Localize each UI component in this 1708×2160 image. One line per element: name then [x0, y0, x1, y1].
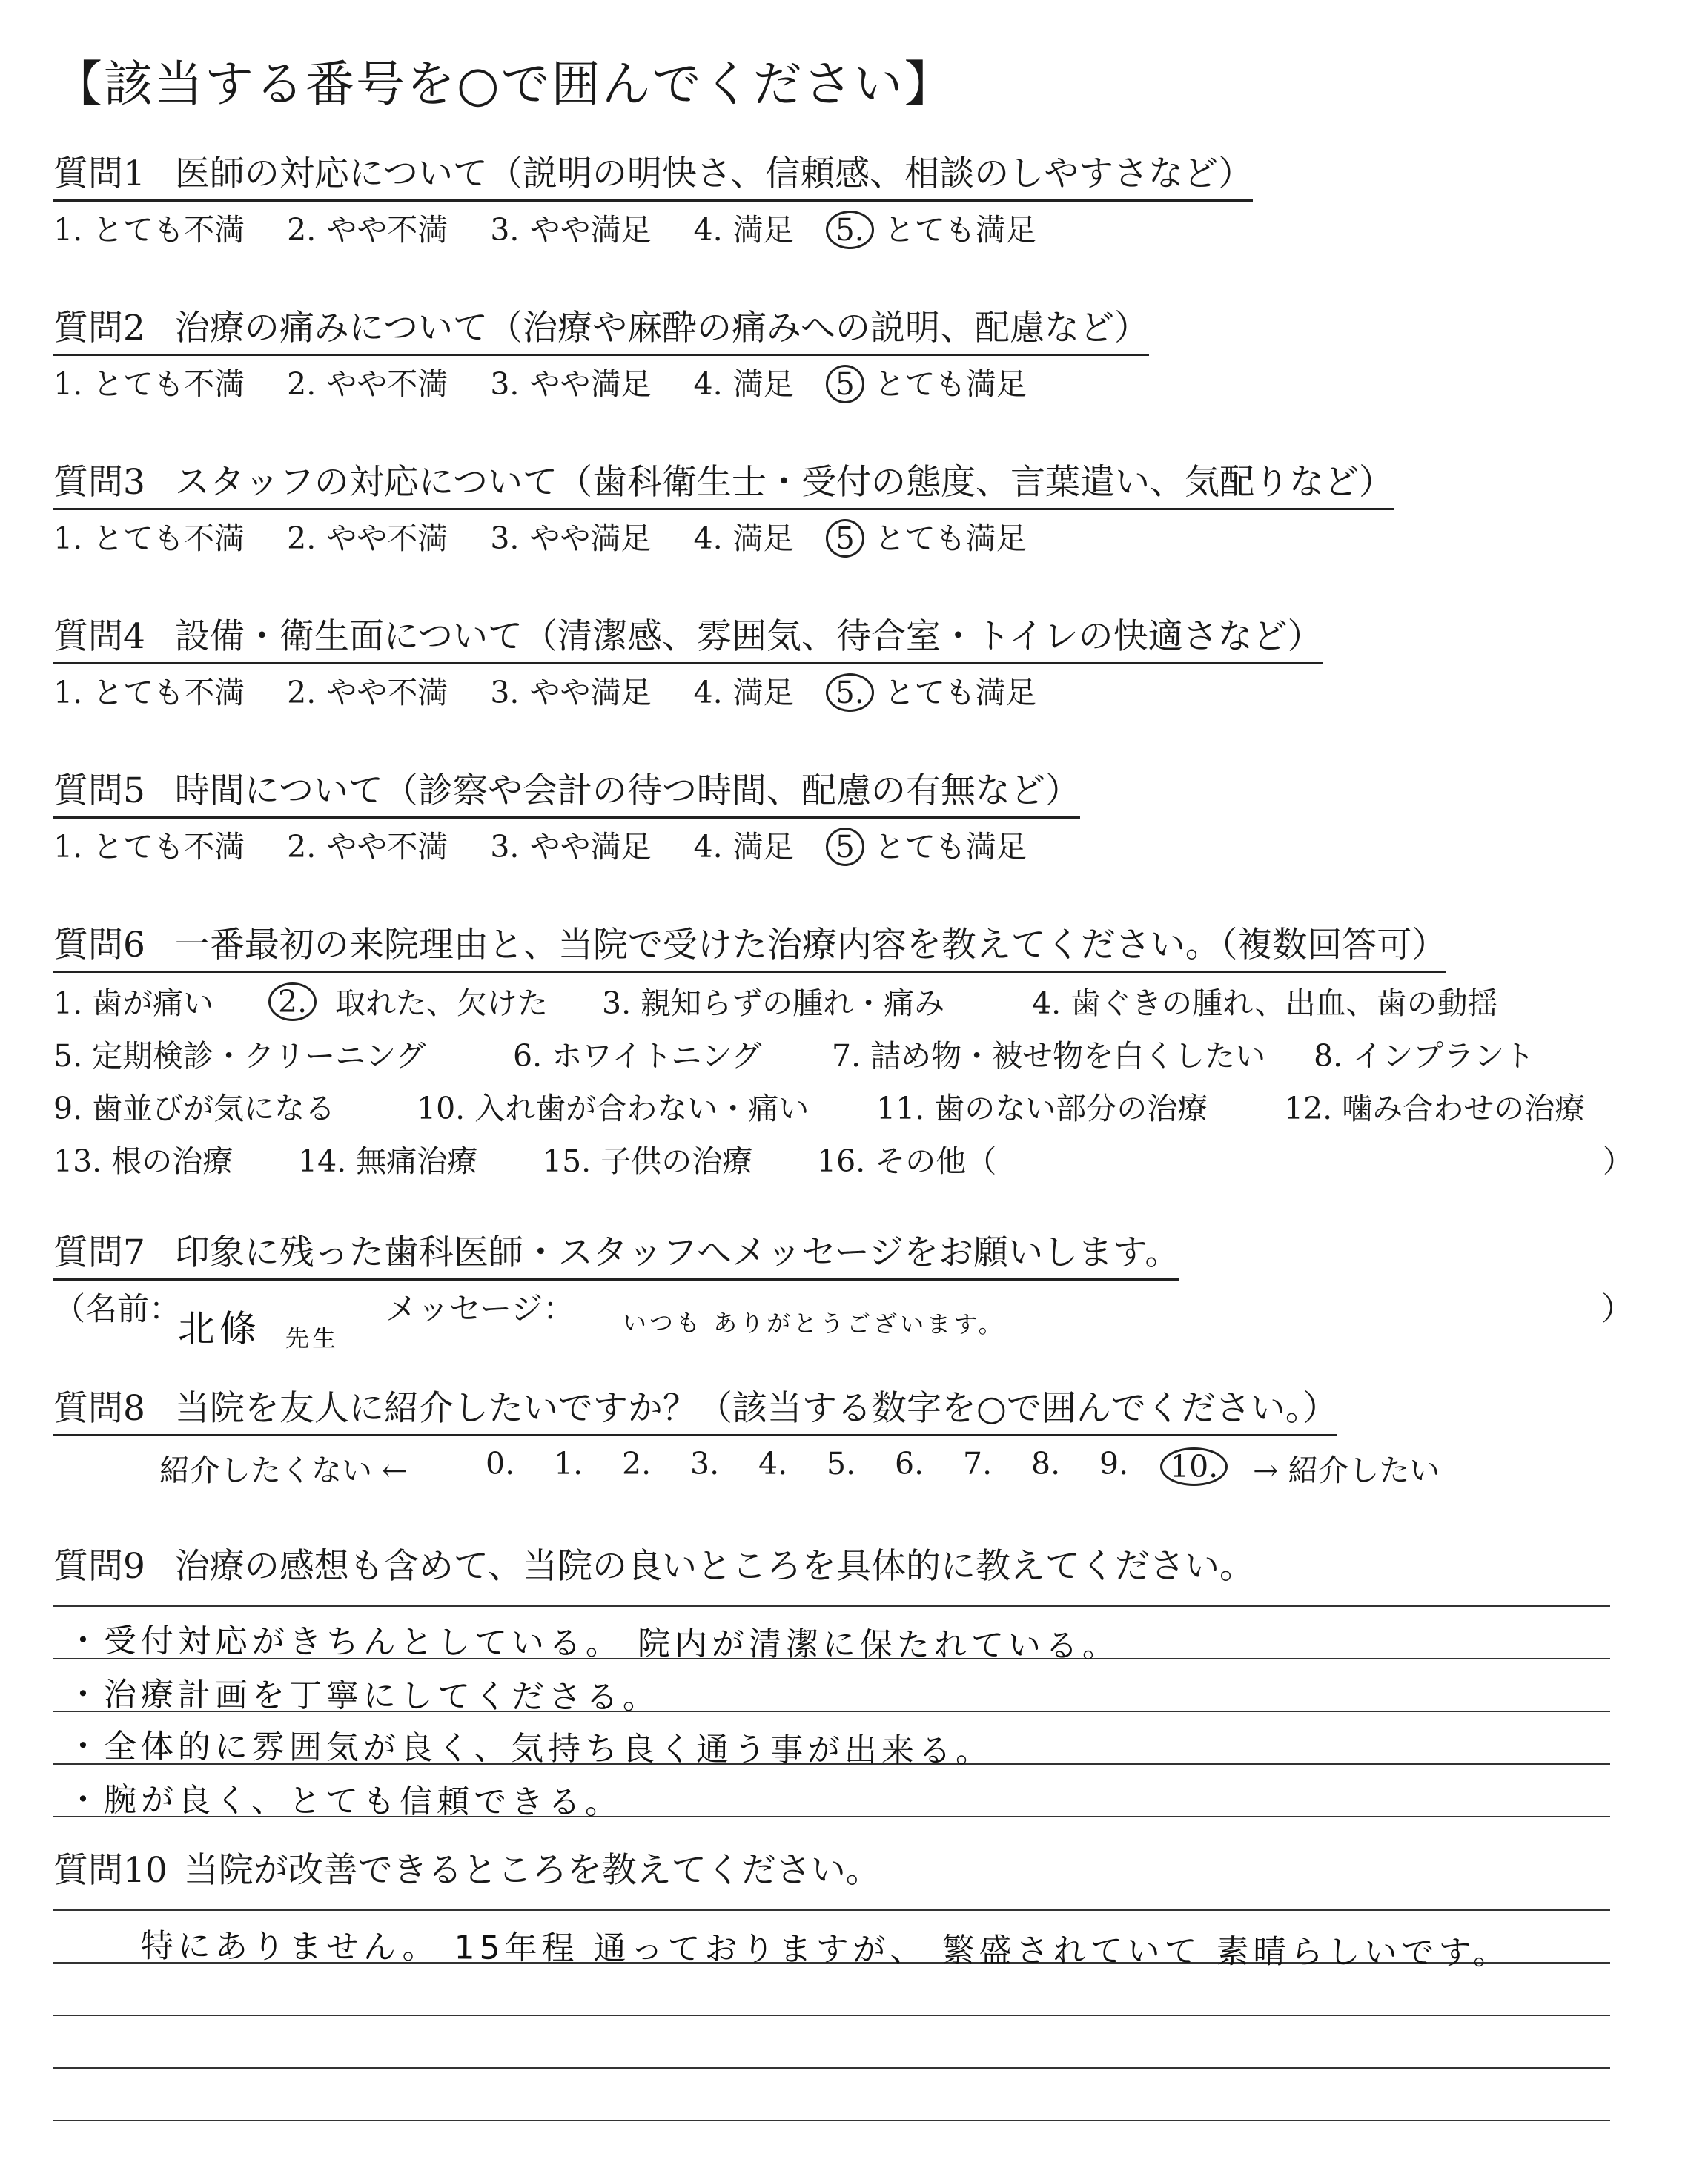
- selected-circle: 5: [826, 828, 864, 866]
- option-12[interactable]: 12. 噛み合わせの治療: [1284, 1091, 1586, 1126]
- scale-1[interactable]: 1.: [554, 1446, 583, 1482]
- choice-2[interactable]: 2. やや不満: [287, 829, 448, 865]
- name-handwritten[interactable]: 北條: [177, 1307, 262, 1351]
- scale-10-selected[interactable]: 10.: [1160, 1447, 1228, 1486]
- selected-circle: 5: [826, 519, 864, 558]
- option-10[interactable]: 10. 入れ歯が合わない・痛い: [417, 1091, 810, 1126]
- scale-8[interactable]: 8.: [1031, 1446, 1061, 1482]
- q10-answer-1[interactable]: 特にありません。 15年程 通っておりますが、 繁盛されていて 素晴らしいです。: [140, 1927, 1511, 1972]
- question-5-label: 質問5: [53, 770, 145, 811]
- selected-circle: 5.: [826, 211, 874, 249]
- scale-5[interactable]: 5.: [827, 1446, 856, 1482]
- q9-answer-2[interactable]: ・治療計画を丁寧にしてくださる。: [66, 1675, 661, 1717]
- choice-4[interactable]: 4. 満足: [693, 366, 794, 402]
- choice-2[interactable]: 2. やや不満: [287, 675, 448, 710]
- question-10-text: 当院が改善できるところを教えてください。: [183, 1850, 881, 1891]
- question-3-heading: [53, 460, 1394, 510]
- scale-7[interactable]: 7.: [963, 1446, 993, 1482]
- scale-3[interactable]: 3.: [690, 1446, 720, 1482]
- message-handwritten[interactable]: いつも ありがとうございます。: [622, 1308, 1005, 1339]
- option-16[interactable]: 16. その他（: [817, 1143, 997, 1179]
- choice-3[interactable]: 3. やや満足: [490, 366, 652, 402]
- selected-circle: 5.: [826, 673, 874, 712]
- choice-2[interactable]: 2. やや不満: [287, 521, 448, 556]
- choice-1[interactable]: 1. とても不満: [53, 212, 245, 248]
- choice-5-selected[interactable]: 5 とても満足: [836, 826, 1027, 868]
- choice-1[interactable]: 1. とても不満: [53, 829, 245, 865]
- option-4[interactable]: 4. 歯ぐきの腫れ、出血、歯の動揺: [1032, 985, 1498, 1021]
- message-close-paren: ）: [1601, 1291, 1633, 1328]
- question-6-text: 一番最初の来院理由と、当院で受けた治療内容を教えてください。（複数回答可）: [174, 925, 1447, 965]
- choice-1[interactable]: 1. とても不満: [53, 521, 245, 556]
- question-3-choices: [53, 518, 1059, 559]
- choice-5-selected[interactable]: 5. とても満足: [836, 209, 1036, 251]
- page-title: 【該当する番号を○で囲んでください】: [53, 56, 955, 113]
- question-5-heading: [53, 769, 1080, 819]
- question-6-options: [53, 977, 1655, 1192]
- option-2-text: 取れた、欠けた: [335, 985, 548, 1021]
- name-label: （名前：: [53, 1291, 181, 1328]
- message-label: メッセージ：: [385, 1291, 575, 1328]
- choice-3[interactable]: 3. やや満足: [490, 675, 652, 710]
- answer-line: [53, 2015, 1610, 2016]
- option-3[interactable]: 3. 親知らずの腫れ・痛み: [602, 985, 945, 1021]
- question-2-text: 治療の痛みについて（治療や麻酔の痛みへの説明、配慮など）: [174, 308, 1150, 349]
- question-4-label: 質問4: [53, 616, 145, 657]
- question-2-label: 質問2: [53, 308, 145, 349]
- option-14[interactable]: 14. 無痛治療: [298, 1143, 478, 1179]
- question-5-text: 時間について（診察や会計の待つ時間、配慮の有無など）: [174, 770, 1080, 811]
- answer-line: [53, 1605, 1610, 1607]
- scale-left-label: 紹介したくない ←: [159, 1453, 408, 1488]
- choice-4[interactable]: 4. 満足: [693, 675, 794, 710]
- question-1-label: 質問1: [53, 153, 145, 194]
- option-6[interactable]: 6. ホワイトニング: [513, 1038, 762, 1074]
- option-9[interactable]: 9. 歯並びが気になる: [53, 1091, 336, 1126]
- honorific-handwritten: 先生: [285, 1324, 340, 1353]
- option-1[interactable]: 1. 歯が痛い: [53, 985, 214, 1021]
- question-1-heading: [53, 152, 1253, 202]
- question-2-choices: [53, 363, 1059, 405]
- option-2-selected[interactable]: 2.: [268, 982, 317, 1021]
- question-7-text: 印象に残った歯科医師・スタッフへメッセージをお願いします。: [174, 1232, 1180, 1273]
- question-10-heading: [53, 1850, 881, 1892]
- question-4-heading: [53, 615, 1323, 664]
- answer-line: [53, 1909, 1610, 1911]
- option-13[interactable]: 13. 根の治療: [53, 1143, 234, 1179]
- choice-3[interactable]: 3. やや満足: [490, 212, 652, 248]
- choice-1[interactable]: 1. とても不満: [53, 366, 245, 402]
- choice-4[interactable]: 4. 満足: [693, 829, 794, 865]
- option-7[interactable]: 7. 詰め物・被せ物を白くしたい: [832, 1038, 1266, 1074]
- q9-answer-4[interactable]: ・腕が良く、とても信頼できる。: [66, 1781, 623, 1822]
- choice-5-selected[interactable]: 5 とても満足: [836, 363, 1027, 405]
- question-1-choices: [53, 209, 1069, 251]
- selected-circle: 5: [826, 365, 864, 403]
- question-6-heading: [53, 923, 1446, 973]
- option-15[interactable]: 15. 子供の治療: [543, 1143, 753, 1179]
- scale-right-label: → 紹介したい: [1253, 1453, 1440, 1488]
- option-11[interactable]: 11. 歯のない部分の治療: [876, 1091, 1208, 1126]
- answer-line: [53, 2067, 1610, 2069]
- choice-5-selected[interactable]: 5 とても満足: [836, 518, 1027, 559]
- choice-3[interactable]: 3. やや満足: [490, 829, 652, 865]
- scale-2[interactable]: 2.: [622, 1446, 652, 1482]
- question-2-heading: [53, 306, 1149, 356]
- option-5[interactable]: 5. 定期検診・クリーニング: [53, 1038, 426, 1074]
- answer-line: [53, 2120, 1610, 2121]
- question-9-text: 治療の感想も含めて、当院の良いところを具体的に教えてください。: [174, 1546, 1254, 1587]
- option-16-close: ）: [1603, 1143, 1633, 1179]
- choice-4[interactable]: 4. 満足: [693, 212, 794, 248]
- question-7-heading: [53, 1231, 1179, 1281]
- question-9-heading: [53, 1546, 1254, 1588]
- question-3-label: 質問3: [53, 462, 145, 503]
- question-8-label: 質問8: [53, 1388, 145, 1429]
- question-10-label: 質問10: [53, 1850, 168, 1891]
- recommend-scale: [0, 1446, 1708, 1490]
- question-8-heading: [53, 1387, 1337, 1436]
- question-1-text: 医師の対応について（説明の明快さ、信頼感、相談のしやすさなど）: [174, 153, 1254, 194]
- scale-9[interactable]: 9.: [1099, 1446, 1129, 1482]
- question-4-text: 設備・衛生面について（清潔感、雰囲気、待合室・トイレの快適さなど）: [174, 616, 1323, 657]
- choice-2[interactable]: 2. やや不満: [287, 212, 448, 248]
- question-3-text: スタッフの対応について（歯科衛生士・受付の態度、言葉遣い、気配りなど）: [174, 462, 1394, 503]
- question-7-label: 質問7: [53, 1232, 145, 1273]
- q9-answer-3[interactable]: ・全体的に雰囲気が良く、気持ち良く通う事が出来る。: [66, 1727, 993, 1771]
- choice-2[interactable]: 2. やや不満: [287, 366, 448, 402]
- option-8[interactable]: 8. インプラント: [1314, 1038, 1535, 1074]
- scale-6[interactable]: 6.: [895, 1446, 924, 1482]
- q9-answer-1[interactable]: ・受付対応がきちんとしている。 院内が清潔に保たれている。: [66, 1622, 1120, 1665]
- choice-5-selected[interactable]: 5. とても満足: [836, 672, 1036, 713]
- choice-3[interactable]: 3. やや満足: [490, 521, 652, 556]
- scale-4[interactable]: 4.: [758, 1446, 788, 1482]
- question-8-text: 当院を友人に紹介したいですか？（該当する数字を○で囲んでください。）: [174, 1388, 1338, 1429]
- choice-1[interactable]: 1. とても不満: [53, 675, 245, 710]
- question-9-label: 質問9: [53, 1546, 145, 1587]
- choice-4[interactable]: 4. 満足: [693, 521, 794, 556]
- question-5-choices: [53, 826, 1059, 868]
- scale-0[interactable]: 0.: [486, 1446, 515, 1482]
- question-4-choices: [53, 672, 1069, 713]
- question-6-label: 質問6: [53, 925, 145, 965]
